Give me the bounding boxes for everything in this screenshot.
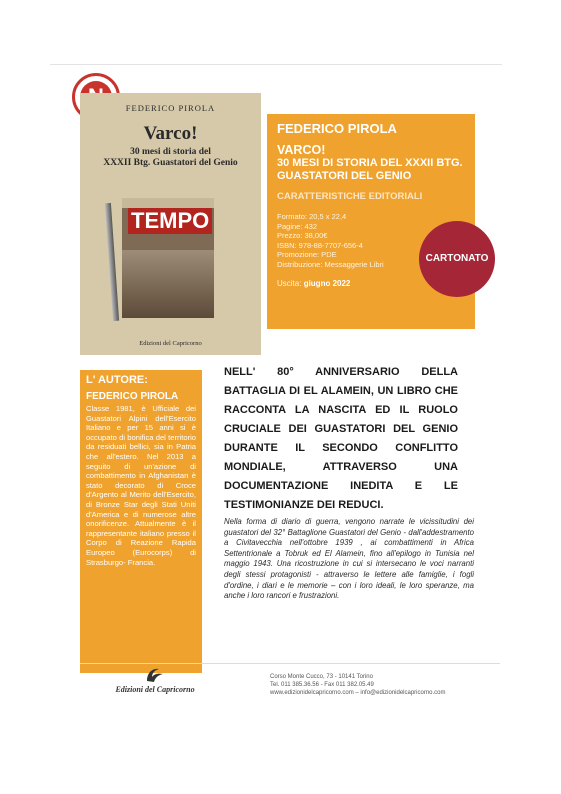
info-subtitle: 30 MESI DI STORIA DEL XXXII BTG. GUASTATORI DEL GENIO <box>277 157 463 182</box>
cover-subtitle <box>94 147 247 169</box>
info-detail-price: Prezzo: 38,00€ <box>277 231 328 240</box>
author-bio: Classe 1981, è Ufficiale dei Guastatori Alpini dell'Esercito Italiano e per 15 anni si è occupato di bonifica del territorio da residuati bellici, sia in Patria che all'estero. Nel 2013 a seguito di un'azione di combattimento in Afghanistan è stato decorato di Croce d'Argento al Merito dell'Esercito, di Bronze Star degli Stati Uniti d'America e di numerose altre onorificenze. Attualmente è il rappresentante italiano presso il Corpo di Reazione Rapida Europeo (Eurocorps) di Strasburgo- Francia. <box>86 404 196 567</box>
cover-magazine-image <box>122 198 214 318</box>
info-detail-distribution: Distribuzione: Messaggerie Libri <box>277 259 384 269</box>
book-info-box <box>267 114 475 329</box>
cover-bayonet-image <box>105 203 119 321</box>
footer-divider <box>80 663 500 664</box>
footer-address <box>270 673 446 697</box>
cartonato-badge: CARTONATO <box>419 221 495 297</box>
capricorn-icon <box>144 666 166 684</box>
cover-publisher: Edizioni del Capricorno <box>139 340 202 347</box>
info-detail-isbn: ISBN: 978-88-7707-656-4 <box>277 240 363 250</box>
footer-address-web[interactable]: www.edizionidelcapricorno.com – info@edizionidelcapricorno.com <box>270 690 446 696</box>
info-release-date: giugno 2022 <box>303 279 351 288</box>
footer-address-phone: Tel. 011 385.36.56 - Fax 011 382.05.49 <box>270 682 374 688</box>
info-detail-pages: Pagine: 432 <box>277 221 318 231</box>
info-author: FEDERICO PIROLA <box>277 121 397 136</box>
description-text: Nella forma di diario di guerra, vengono narrate le vicissitudini dei guastatori del 32° Battaglione Guastatori del Genio - dall'addestramento a Civitavecchia nell'ottobre 1939 , ai combattimenti in Africa Settentrionale a Tobruk ed El Alamein, fino all'epilogo in Tunisia nel maggio 1943. Una ricostruzione in cui si intersecano le voci narranti degli stessi protagonisti - attraverso le lettere alle famiglie, i fogli d'ordine, i diari e le memorie – con i loro ideali, le loro speranze, ma anche i loro rancori e frustrazioni. <box>224 517 474 601</box>
footer-publisher-name: Edizioni del Capricorno <box>115 685 195 694</box>
author-name: FEDERICO PIROLA <box>86 391 179 402</box>
top-divider <box>50 64 502 65</box>
info-title: VARCO! <box>277 143 326 157</box>
cover-subtitle-line2: XXXII Btg. Guastatori del Genio <box>103 158 238 168</box>
cover-magazine-title: TEMPO <box>128 208 212 234</box>
info-features-heading: CARATTERISTICHE EDITORIALI <box>277 191 423 202</box>
info-detail-format: Formato: 20,5 x 22,4 <box>277 212 347 221</box>
info-detail-promotion: Promozione: PDE <box>277 250 337 259</box>
cover-author: FEDERICO PIROLA <box>125 103 216 113</box>
cover-subtitle-line1: 30 mesi di storia del <box>130 147 211 157</box>
info-release-label: Uscita: <box>277 279 302 288</box>
book-cover <box>80 93 261 355</box>
cover-title: Varco! <box>143 123 198 144</box>
footer-publisher-logo <box>80 666 230 700</box>
headline: NELL' 80° ANNIVERSARIO DELLA BATTAGLIA DI EL ALAMEIN, UN LIBRO CHE RACCONTA LA NASCITA ED IL RUOLO CRUCIALE DEI GUASTATORI DEL GENIO DURANTE IL SECONDO CONFLITTO MONDIALE, ATTRAVERSO UNA DOCUMENTAZIONE INEDITA E LE TESTIMONIANZE DEI REDUCI. <box>224 366 458 511</box>
cover-soldiers-scene <box>122 250 214 318</box>
author-heading: L' AUTORE: <box>86 374 148 386</box>
footer-address-street: Corso Monte Cucco, 73 - 10141 Torino <box>270 674 373 680</box>
author-box <box>80 370 202 673</box>
